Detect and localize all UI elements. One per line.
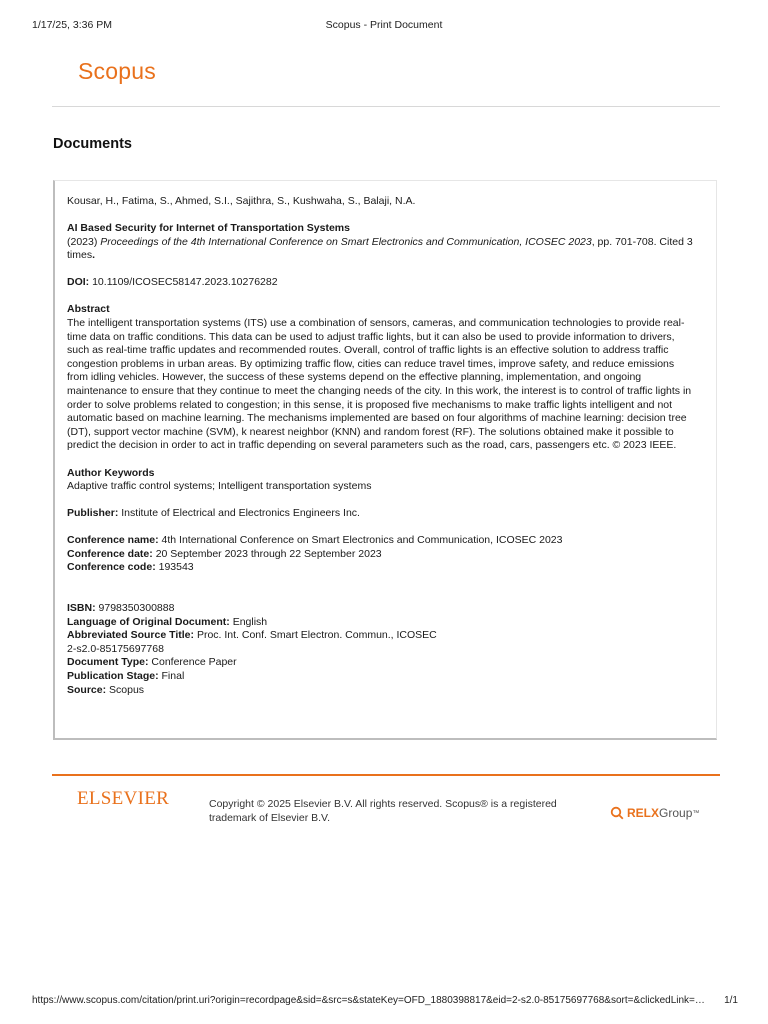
- abstract-text: The intelligent transportation systems (ITS) use a combination of sensors, cameras, and communication technologies to provide real-time data on traffic conditions. This data can be used to adjust traffic lights, but it can also be used to provide information to drivers, such as real-time traffic updates and recommended routes. Overall, control of traffic lights is an effective solution to address traffic congestion problems in urban areas. By optimizing traffic flow, cities can reduce travel times, improve safety, and reduce emissions from idling vehicles. However, the success of these systems depend on the effective planning, implementation, and ongoing maintenance to ensure that they continue to meet the changing needs of the city. In this work, the interest is to control of traffic lights in order to solve problems related to congestion; in this sense, it is proposed five mechanisms to make traffic lights intelligent and not automatic based on machine learning. The mechanisms implemented are based on four algorithms of machine learning: decision tree (DT), support vector machine (SVM), k nearest neighbor (KNN) and random forest (RF). The solutions obtained make it possible to predict the decision in order to act in traffic depending on several parameters such as the road, cars, passengers etc. © 2023 IEEE.: [67, 317, 692, 452]
- conference-code-value: 193543: [158, 561, 194, 574]
- elsevier-logo[interactable]: ELSEVIER: [77, 788, 170, 809]
- source-label: Source:: [67, 683, 107, 696]
- doi-row: [67, 276, 697, 290]
- publisher-value: Institute of Electrical and Electronics Engineers Inc.: [121, 507, 360, 520]
- abbrev-label: Abbreviated Source Title:: [67, 629, 195, 642]
- source-title: Proceedings of the 4th International Conference on Smart Electronics and Communication, ICOSEC 2023: [100, 235, 592, 248]
- conference-date-value: 20 September 2023 through 22 September 2023: [155, 547, 382, 560]
- copyright-notice: [209, 797, 609, 825]
- abbrev-row: [67, 629, 697, 643]
- abbrev-value: Proc. Int. Conf. Smart Electron. Commun., ICOSEC: [196, 629, 437, 642]
- conference-code-row: [67, 561, 697, 575]
- source-value: Scopus: [109, 683, 145, 696]
- copyright-line-1: Copyright © 2025 Elsevier B.V. All rights reserved. Scopus® is a registered: [209, 798, 557, 810]
- section-title: Documents: [53, 136, 132, 152]
- print-page-title: Scopus - Print Document: [325, 19, 443, 31]
- stage-label: Publication Stage:: [67, 670, 159, 683]
- print-page-number: 1/1: [724, 995, 738, 1006]
- keywords-heading: Author Keywords: [67, 466, 155, 479]
- language-label: Language of Original Document:: [67, 615, 230, 628]
- year: (2023): [67, 235, 98, 248]
- conference-date-label: Conference date:: [67, 547, 153, 560]
- isbn-label: ISBN:: [67, 602, 96, 615]
- pages-cited: , pp. 701-708. Cited 3 times: [67, 235, 693, 262]
- isbn-row: [67, 602, 697, 616]
- relx-trademark: ™: [692, 809, 700, 817]
- source-info: [67, 236, 697, 263]
- language-row: [67, 616, 697, 630]
- relx-group-text: Group: [659, 806, 693, 820]
- conference-code-label: Conference code:: [67, 561, 156, 574]
- abstract-heading: Abstract: [67, 303, 110, 316]
- doi-label: DOI:: [67, 276, 90, 289]
- stage-value: Final: [161, 670, 185, 683]
- header-divider: [52, 106, 720, 107]
- document-record: [53, 180, 717, 740]
- doc-type-label: Document Type:: [67, 656, 149, 669]
- print-footer: [0, 995, 768, 1009]
- relx-logo[interactable]: [610, 806, 699, 820]
- doc-type-row: [67, 656, 697, 670]
- conference-name-label: Conference name:: [67, 534, 159, 547]
- conference-name-row: [67, 534, 697, 548]
- conference-date-row: [67, 548, 697, 562]
- print-header: [0, 19, 768, 33]
- scopus-logo[interactable]: Scopus: [78, 58, 156, 84]
- keywords-text: Adaptive traffic control systems; Intelligent transportation systems: [67, 480, 372, 493]
- relx-icon: [610, 806, 624, 820]
- conference-name-value: 4th International Conference on Smart Electronics and Communication, ICOSEC 2023: [161, 534, 563, 547]
- stage-row: [67, 670, 697, 684]
- doi-value: 10.1109/ICOSEC58147.2023.10276282: [92, 276, 278, 289]
- document-content: [67, 195, 697, 697]
- eid: 2-s2.0-85175697768: [67, 642, 164, 655]
- authors: Kousar, H., Fatima, S., Ahmed, S.I., Sajithra, S., Kushwaha, S., Balaji, N.A.: [67, 195, 416, 207]
- isbn-value: 9798350300888: [98, 602, 175, 615]
- copyright-line-2: trademark of Elsevier B.V.: [209, 812, 330, 824]
- print-url: https://www.scopus.com/citation/print.uri?origin=recordpage&sid=&src=s&stateKey=OFD_1880398817&eid=2-s2.0-85175697768&sort=&clickedLink=…: [32, 995, 705, 1006]
- footer-divider: [52, 774, 720, 776]
- relx-text: RELX: [627, 806, 660, 820]
- pages-end: .: [92, 249, 96, 262]
- document-title: AI Based Security for Internet of Transportation Systems: [67, 222, 350, 235]
- doc-type-value: Conference Paper: [151, 656, 237, 669]
- publisher-row: [67, 507, 697, 521]
- source-row: [67, 684, 697, 698]
- print-datetime: 1/17/25, 3:36 PM: [32, 19, 112, 31]
- publisher-label: Publisher:: [67, 507, 119, 520]
- language-value: English: [232, 615, 268, 628]
